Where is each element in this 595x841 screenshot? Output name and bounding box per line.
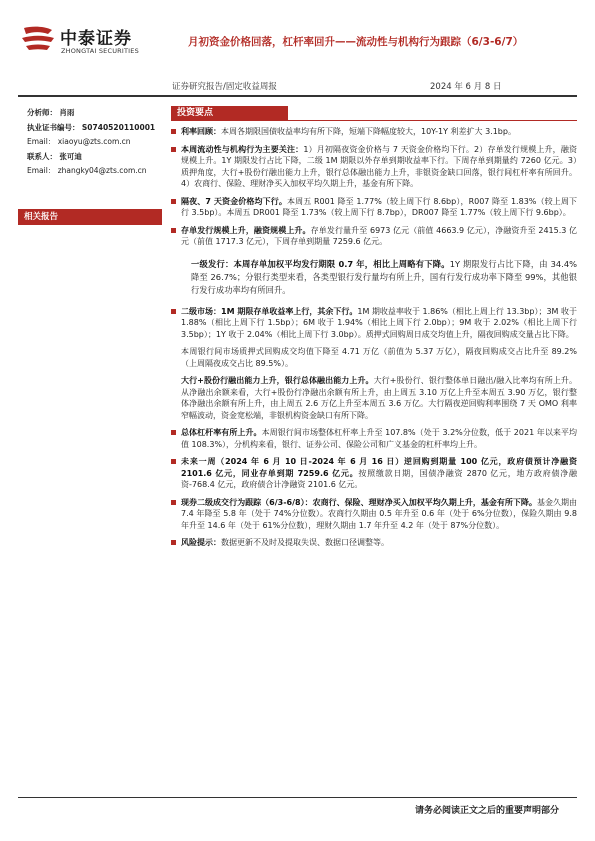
key-point-paragraph [171,375,577,421]
contact-label: 联系人： [27,151,57,161]
email2-row [27,164,167,179]
bullet-square-icon [171,199,176,204]
paragraph-lead: 风险提示： [181,538,221,547]
paragraph-text: 1Y 期限发行占比下降，由 34.4%降至 26.7%；分银行类型来看，各类型银行发行量均有所上升，国有行发行成功率下降至 99%，其他银行发行成功率均有所回升。 [191,258,577,295]
footer-disclaimer: 请务必阅读正文之后的重要声明部分 [414,806,559,816]
bullet-square-icon [171,540,176,545]
analyst-name: 肖雨 [59,108,75,117]
bullet-square-icon [171,309,176,314]
bullet-square-icon [171,430,176,435]
paragraph-text: 存单发行量升至 6973 亿元（前值 4663.9 亿元），净融资升至 2415.3 亿元（前值 1717.3 亿元），下周存单到期量 7259.6 亿元。 [181,225,577,246]
paragraph-lead: 存单发行规模上升，融资规模上升。 [181,225,311,235]
cert-label: 执业证书编号： [27,122,80,132]
contact-row [27,150,167,165]
logo-name-en: ZHONGTAI SECURITIES [61,47,139,55]
section-heading: 投资要点 [171,106,288,121]
contact-email[interactable]: zhangky04@zts.com.cn [57,166,147,175]
paragraph-text: 按照缴款日期，国债净融资 2870 亿元，地方政府债净融资-768.4 亿元，政府债合计净融资 2101.6 亿元。 [181,468,577,489]
key-point-paragraph [171,427,577,450]
paragraph-lead: 利率回顾： [181,127,221,136]
paragraph-lead: 隔夜、7 天资金价格均下行。 [181,196,287,206]
paragraph-lead: 未来一周（2024 年 6 月 10 日-2024 年 6 月 16 日）逆回购到期量 100 亿元，政府债预计净融资 2101.6 亿元，同业存单到期 7259.6 亿元。 [181,457,577,478]
cert-row [27,121,167,136]
paragraph-text: 本周各期限国债收益率均有所下降，短端下降幅度较大，10Y-1Y 利差扩大 3.1bp。 [221,127,516,136]
key-point-paragraph [171,306,577,341]
analyst-info [27,106,167,179]
bullet-square-icon [171,129,176,134]
key-point-paragraph [171,497,577,532]
paragraph-lead: 二级市场：1M 期限存单收益率上行，其余下行。 [181,306,358,316]
key-point-paragraph [171,258,577,297]
key-point-paragraph [171,456,577,491]
logo-name-cn: 中泰证券 [60,29,132,49]
bullet-square-icon [171,459,176,464]
paragraph-text: 数据更新不及时及提取失误、数据口径调整等。 [221,538,389,547]
email1-row [27,135,167,150]
key-point-paragraph [171,196,577,219]
report-type: 证券研究报告/固定收益周报 [172,82,277,92]
email1-label: Email： [27,137,56,146]
paragraph-text: 1M 期收益率收于 1.86%（相比上周上行 13.3bp）；3M 收于 1.88%（相比上周下行 1.5bp）；6M 收于 1.94%（相比上周下行 2.0bp）；9M 收于 2.02%（相比上周下行 3.5bp）；1Y 收于 2.04%（相比上周下行 3.0bp）。质押式回购周日成交均值上升，隔夜回购成交量占比下降。 [181,306,577,339]
footer-divider [18,797,577,798]
paragraph-lead: 总体杠杆率有所上升。 [181,428,262,437]
cert-number: S0740520110001 [81,122,156,132]
analyst-label: 分析师： [27,108,57,117]
company-logo [18,22,168,62]
paragraph-text: 大行+股份行、银行整体单日融出/融入比率均有所上升。从净融出余额来看，大行+股份行净融出余额有所上升，由上周五 3.10 万亿上升至本周五 3.90 万亿，银行整体净融出余额有所上升，由上周五 2.6 万亿上升至本周五 3.6 万亿。大行隔夜逆回购利率围绕 7 天 OMO 利率窄幅波动，资金宽松端，非银机构资金缺口有所下降。 [181,376,577,420]
analyst-row [27,106,167,121]
paragraph-text: 1）月初隔夜资金价格与 7 天资金价格均下行。2）存单发行规模上升，融资规模上升。1Y 期限发行占比下降，二级 1M 期限以外存单到期收益率下行。下周存单到期量约 7260 亿元。3）质押角度，大行+股份行融出能力上升，银行总体融出能力上升，非银资金缺口回落，银行间杠杆率有所回升。4）农商行、保险、理财净买入加权平均久期上升，基金有所下降。 [181,144,577,188]
related-reports-heading: 相关报告 [18,209,162,225]
section-divider [288,120,577,121]
key-point-paragraph [171,126,577,138]
key-point-paragraph [171,225,577,248]
bullet-square-icon [171,228,176,233]
analyst-email[interactable]: xiaoyu@zts.com.cn [57,137,131,146]
key-points-body [171,126,577,555]
email2-label: Email： [27,166,56,175]
report-date: 2024 年 6 月 8 日 [430,82,502,92]
key-point-paragraph [171,144,577,190]
paragraph-text: 本周银行间市场整体杠杆率上升至 107.8%（处于 3.2%分位数，低于 2021 年以来平均值 108.3%），分机构来看，银行、证券公司、保险公司和广义基金的杠杆率均上升。 [181,428,578,449]
paragraph-lead: 大行+股份行融出能力上升，银行总体融出能力上升。 [181,376,374,385]
paragraph-text: 基金久期由 7.4 年降至 5.8 年（处于 74%分位数）。农商行久期由 0.5 年升至 0.6 年（处于 6%分位数），保险久期由 9.8 年升至 14.6 年（处于 61%分位数），理财久期由 1.7 年升至 4.2 年（处于 87%分位数）。 [181,497,578,530]
paragraph-lead: 一级发行：本周存单加权平均发行期限 0.7 年，相比上周略有下降。 [191,258,450,269]
paragraph-lead: 现券二级成交行为跟踪（6/3-6/8）：农商行、保险、理财净买入加权平均久期上升，基金有所下降。 [181,497,537,507]
contact-name: 张可迪 [59,151,82,161]
paragraph-lead: 本周流动性与机构行为主要关注： [181,144,304,154]
key-point-paragraph [171,346,577,369]
report-title: 月初资金价格回落，杠杆率回升——流动性与机构行为跟踪（6/3-6/7） [188,36,524,48]
header-divider [18,95,577,97]
key-point-paragraph [171,537,577,549]
bullet-square-icon [171,500,176,505]
paragraph-text: 本周银行间市场质押式回购成交均值下降至 4.71 万亿（前值为 5.37 万亿），隔夜回购成交占比升至 89.2%（上周隔夜成交占比 89.5%）。 [181,347,577,368]
paragraph-text: 本周五 R001 降至 1.77%（较上周下行 8.6bp），R007 降至 1.83%（较上周下行 3.5bp）。本周五 DR001 降至 1.73%（较上周下行 8.7bp），DR007 降至 1.77%（较上周下行 9.6bp）。 [181,196,577,217]
zhongtai-logo-icon [18,24,58,56]
bullet-square-icon [171,147,176,152]
